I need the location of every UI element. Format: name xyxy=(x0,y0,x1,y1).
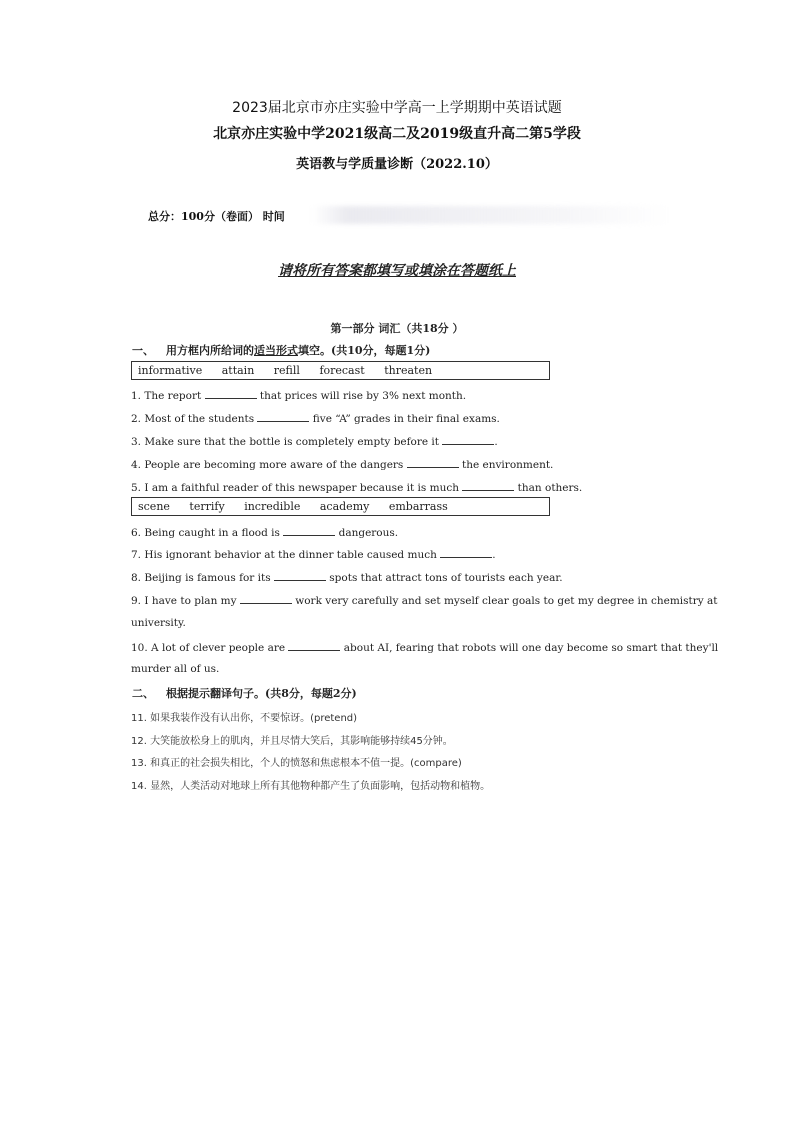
question-text: 7. His ignorant behavior at the dinner table caused much xyxy=(131,549,441,561)
question-6 xyxy=(131,525,398,539)
section1-heading-after: 填空。(共10分，每题1分) xyxy=(298,344,431,357)
word-box-item: academy xyxy=(319,500,370,513)
translation-item-11: 11. 如果我装作没有认出你，不要惊讶。(pretend) xyxy=(131,713,358,724)
question-text: 5. I am a faithful reader of this newspaper because it is much xyxy=(131,482,463,494)
section2-heading-text: 根据提示翻译句子。(共8分，每题2分) xyxy=(166,687,357,700)
answer-blank[interactable] xyxy=(274,570,326,581)
question-text: work very carefully and set myself clear goals to get my degree in chemistry at xyxy=(291,595,718,607)
question-7 xyxy=(131,547,496,561)
question-text: 2. Most of the students xyxy=(131,413,258,425)
exam-title: 2023届北京市亦庄实验中学高一上学期期中英语试题 xyxy=(232,100,562,116)
answer-notice-text: 请将所有答案都填写或填涂在答题纸上 xyxy=(278,263,516,279)
word-box-item: forecast xyxy=(319,364,365,377)
question-text: five “A” grades in their final exams. xyxy=(309,413,500,425)
question-text: spots that attract tons of tourists each year. xyxy=(325,572,563,584)
question-text: . xyxy=(492,549,496,561)
question-text: 8. Beijing is famous for its xyxy=(131,572,274,584)
exam-subtitle-2: 英语教与学质量诊断（2022.10） xyxy=(296,157,498,172)
answer-blank[interactable] xyxy=(205,388,257,399)
question-text: than others. xyxy=(514,482,583,494)
answer-blank[interactable] xyxy=(240,593,292,604)
question-4 xyxy=(131,457,553,471)
section1-number: 一、 xyxy=(132,344,154,357)
question-text: the environment. xyxy=(458,459,554,471)
answer-blank[interactable] xyxy=(442,434,494,445)
blurred-area xyxy=(312,206,672,224)
question-1 xyxy=(131,388,466,402)
section1-heading xyxy=(132,342,430,358)
question-8 xyxy=(131,570,563,584)
question-3 xyxy=(131,434,498,448)
word-box-item: informative xyxy=(138,364,203,377)
section1-heading-before: 用方框内所给词的 xyxy=(166,344,254,357)
question-9 xyxy=(131,593,718,607)
question-text: about AI, fearing that robots will one day become so smart that they'll xyxy=(340,642,719,654)
question-text: 9. I have to plan my xyxy=(131,595,240,607)
word-box-item: terrify xyxy=(189,500,225,513)
question-5 xyxy=(131,480,582,494)
question-text: 10. A lot of clever people are xyxy=(131,642,289,654)
section2-heading xyxy=(132,685,357,701)
word-box-item: scene xyxy=(138,500,170,513)
word-box-item: embarrass xyxy=(388,500,448,513)
word-box-item: refill xyxy=(273,364,300,377)
translation-item-14: 14. 显然，人类活动对地球上所有其他物种都产生了负面影响，包括动物和植物。 xyxy=(131,781,491,792)
question-text: 1. The report xyxy=(131,390,205,402)
answer-notice xyxy=(0,260,794,280)
question-2 xyxy=(131,411,500,425)
question-text: that prices will rise by 3% next month. xyxy=(256,390,467,402)
question-text: 6. Being caught in a flood is xyxy=(131,527,284,539)
answer-blank[interactable] xyxy=(462,480,514,491)
exam-subtitle: 北京亦庄实验中学2021级高二及2019级直升高二第5学段 xyxy=(213,126,581,142)
section2-number: 二、 xyxy=(132,687,154,700)
word-box-2 xyxy=(131,497,550,516)
word-box-item: attain xyxy=(221,364,255,377)
word-box-item: threaten xyxy=(384,364,433,377)
question-10-continued: murder all of us. xyxy=(131,663,220,675)
translation-item-13: 13. 和真正的社会损失相比，个人的愤怒和焦虑根本不值一提。(compare) xyxy=(131,758,462,769)
part1-title: 第一部分 词汇（共18分 ） xyxy=(330,322,464,335)
word-box-item: incredible xyxy=(244,500,301,513)
answer-blank[interactable] xyxy=(288,640,340,651)
answer-blank[interactable] xyxy=(257,411,309,422)
question-text: 4. People are becoming more aware of the dangers xyxy=(131,459,407,471)
word-box-1 xyxy=(131,361,550,380)
question-text: . xyxy=(494,436,498,448)
question-9-continued: university. xyxy=(131,617,186,629)
section1-heading-underlined: 适当形式 xyxy=(254,344,298,357)
answer-blank[interactable] xyxy=(283,525,335,536)
answer-blank[interactable] xyxy=(407,457,459,468)
question-text: dangerous. xyxy=(335,527,399,539)
question-10 xyxy=(131,640,718,654)
translation-item-12: 12. 大笑能放松身上的肌肉，并且尽情大笑后，其影响能够持续45分钟。 xyxy=(131,736,453,747)
answer-blank[interactable] xyxy=(440,547,492,558)
exam-meta: 总分：100分（卷面） 时间 xyxy=(148,210,285,223)
question-text: 3. Make sure that the bottle is completely empty before it xyxy=(131,436,443,448)
